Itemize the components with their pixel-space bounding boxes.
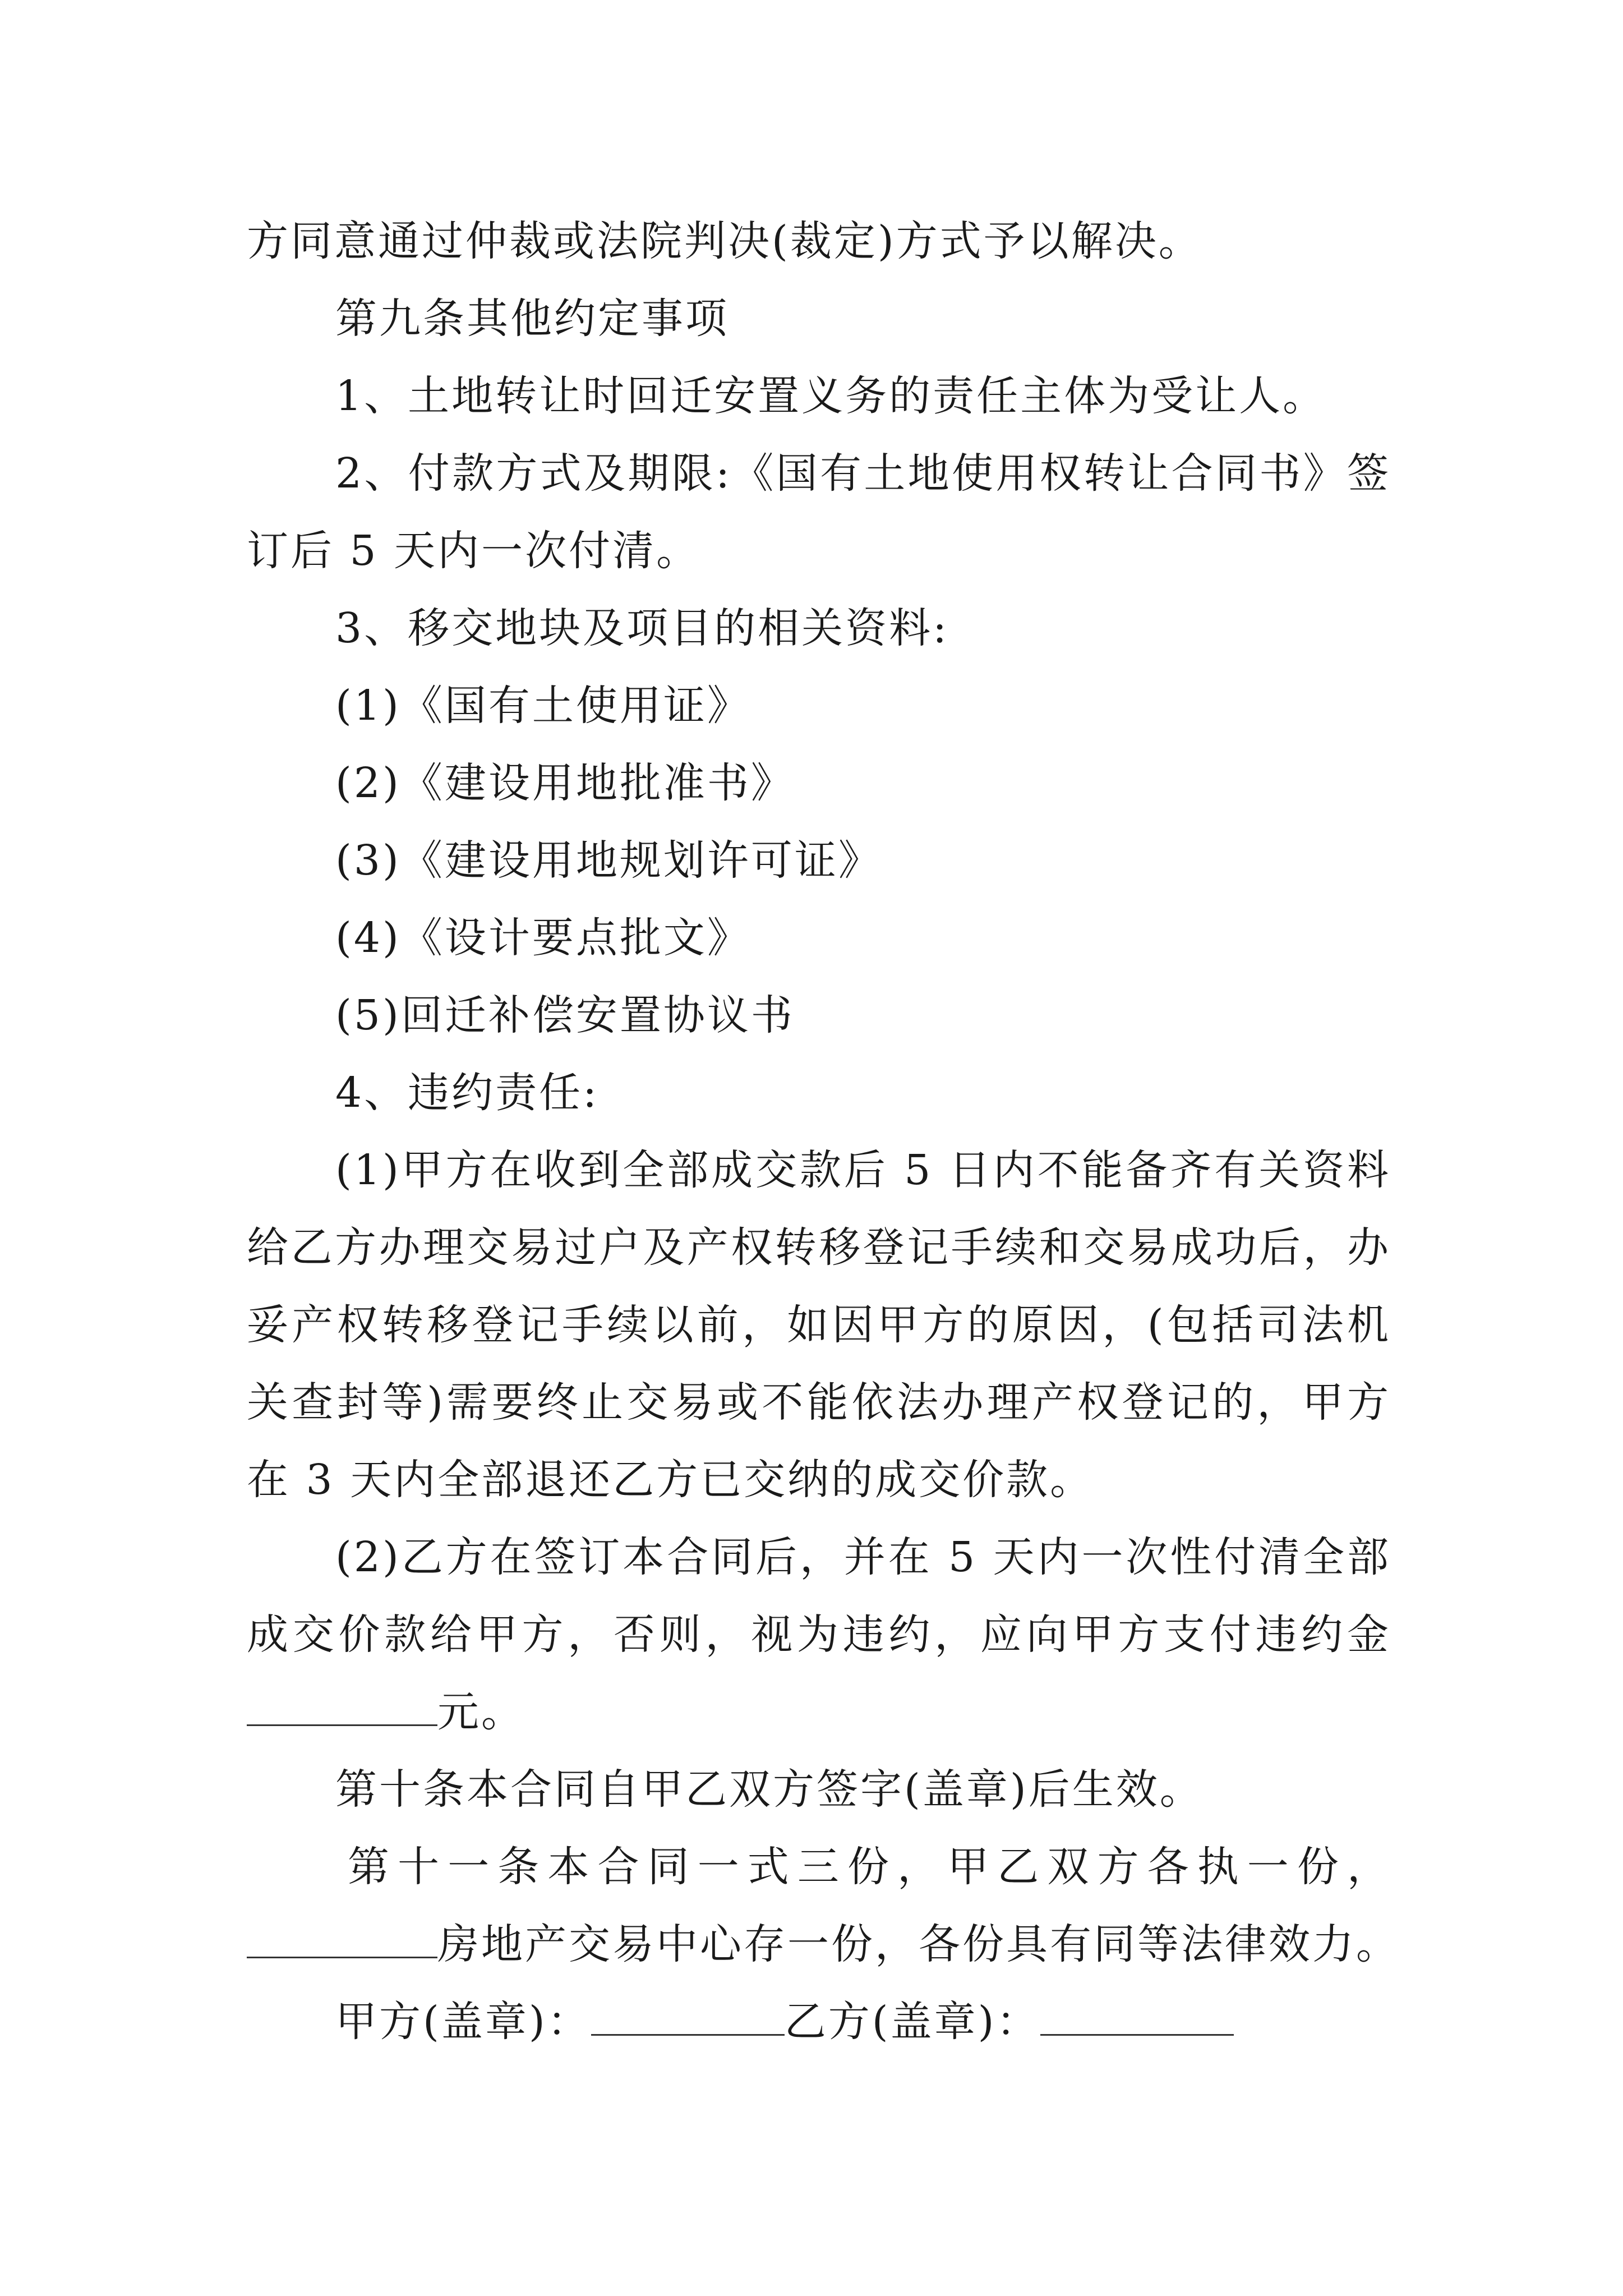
text-line: 1、土地转让时回迁安置义务的责任主体为受让人。 <box>335 372 1327 420</box>
list-item: (5)回迁补偿安置协议书 <box>335 991 795 1039</box>
text-line: 3、移交地块及项目的相关资料: <box>335 604 949 652</box>
text-line: 订后 5 天内一次付清。 <box>247 527 700 575</box>
text-span: 房地产交易中心存一份，各份具有同等法律效力。 <box>437 1920 1400 1968</box>
text-line <box>247 1684 1391 1740</box>
text-line: (2)乙方在签订本合同后，并在 5 天内一次性付清全部 <box>335 1533 1391 1581</box>
party-b-blank <box>1040 1995 1234 2036</box>
list-item: (1)《国有土使用证》 <box>335 682 751 730</box>
list-item: (3)《建设用地规划许可证》 <box>335 836 882 885</box>
party-a-label: 甲方(盖章)： <box>335 1998 591 2046</box>
party-b-label: 乙方(盖章)： <box>784 1998 1040 2046</box>
text-line: 4、违约责任: <box>335 1069 600 1117</box>
text-line: 在 3 天内全部退还乙方已交纳的成交价款。 <box>247 1456 1094 1504</box>
text-line: 给乙方办理交易过户及产权转移登记手续和交易成功后，办 <box>247 1223 1391 1272</box>
text-line: 方同意通过仲裁或法院判决(裁定)方式予以解决。 <box>247 217 1202 265</box>
text-line: 2、付款方式及期限:《国有土地使用权转让合同书》签 <box>335 449 1391 498</box>
text-line: 妥产权转移登记手续以前，如因甲方的原因，(包括司法机 <box>247 1301 1391 1349</box>
list-item: (2)《建设用地批准书》 <box>335 759 795 807</box>
blank-line <box>247 1685 437 1726</box>
text-span: 元。 <box>437 1688 525 1736</box>
text-line <box>247 1916 1400 1972</box>
text-line: 成交价款给甲方，否则，视为违约，应向甲方支付违约金 <box>247 1611 1391 1659</box>
list-item: (4)《设计要点批文》 <box>335 914 751 962</box>
text-line: (1)甲方在收到全部成交款后 5 日内不能备齐有关资料 <box>335 1146 1391 1194</box>
party-a-blank <box>591 1995 785 2036</box>
text-line: 第十一条本合同一式三份，甲乙双方各执一份， <box>348 1843 1391 1891</box>
section-heading: 第九条其他约定事项 <box>335 295 729 343</box>
text-line: 关查封等)需要终止交易或不能依法办理产权登记的，甲方 <box>247 1378 1391 1427</box>
text-line: 第十条本合同自甲乙双方签字(盖章)后生效。 <box>335 1765 1204 1814</box>
blank-line <box>247 1917 437 1958</box>
signature-line <box>335 1994 1391 2050</box>
